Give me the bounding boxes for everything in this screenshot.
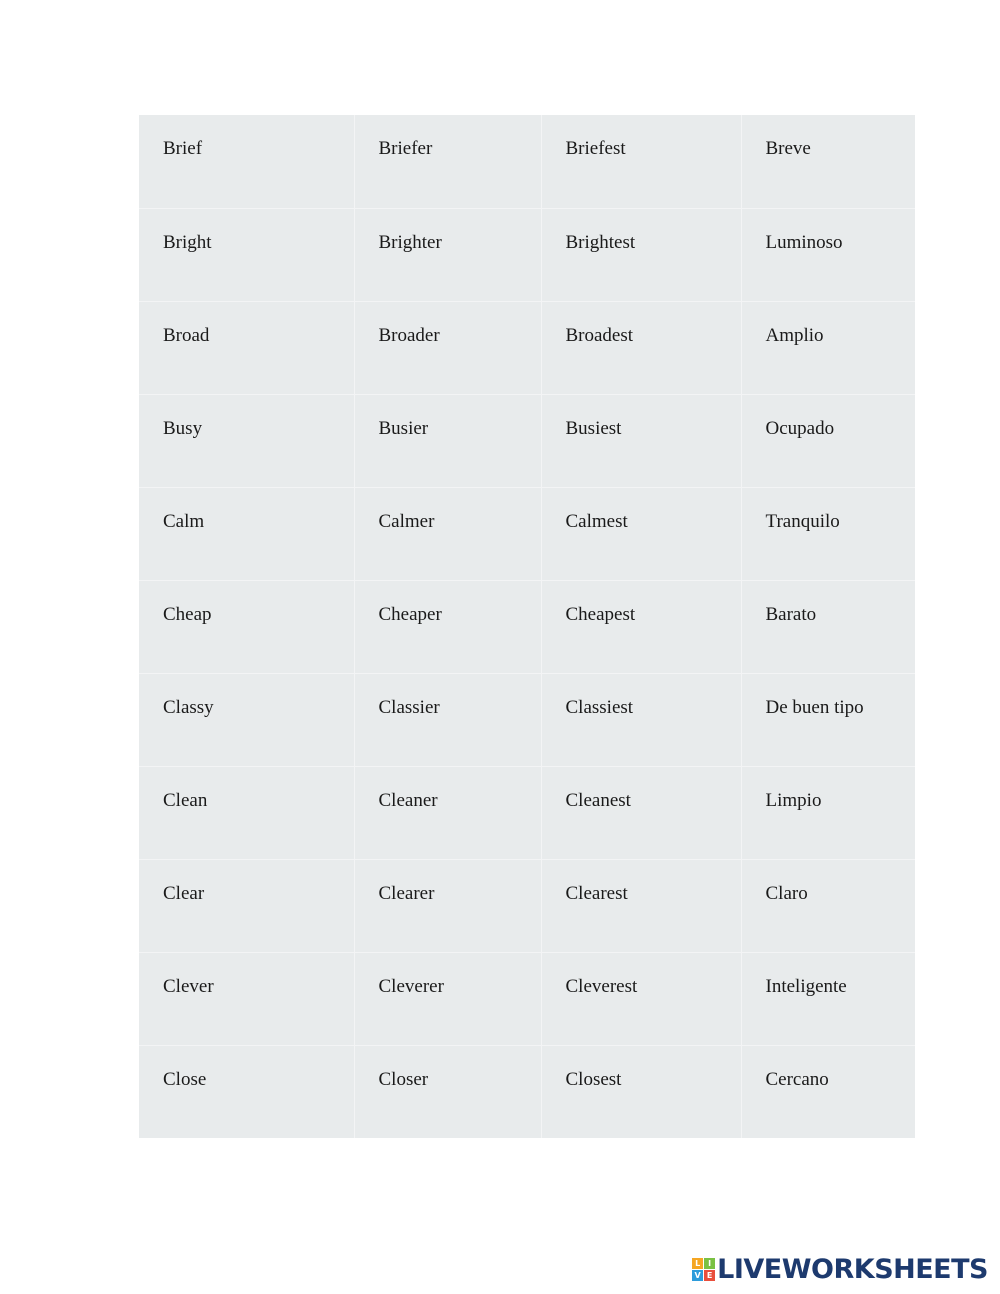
adjectives-table-body [139,115,915,1138]
table-cell-superlative [541,580,741,673]
logo-letter: I [704,1258,715,1269]
cell-text: Briefest [565,138,626,159]
cell-text: Cleverer [378,975,444,997]
cell-text: Claro [765,882,808,904]
liveworksheets-logo-icon [692,1258,715,1281]
cell-text: Brightest [565,231,636,253]
table-row [139,394,915,487]
cell-text: Ocupado [765,417,835,439]
cell-text: Clear [163,882,205,904]
table-cell-spanish [741,208,915,301]
cell-text: Closest [565,1068,622,1090]
table-cell-comparative [354,952,541,1045]
logo-letter: L [692,1258,703,1269]
cell-text: Limpio [765,789,822,811]
cell-text: Amplio [765,324,824,346]
table-row [139,301,915,394]
table-cell-base-form [139,766,354,859]
cell-text: Cleanest [565,789,631,811]
table-cell-spanish [741,952,915,1045]
table-cell-superlative [541,394,741,487]
cell-text: Classiest [565,696,634,718]
table-cell-comparative [354,115,541,208]
cell-text: Calmer [378,510,435,532]
cell-text: Cercano [765,1068,829,1090]
cell-text: Clearer [378,882,435,904]
table-cell-spanish [741,115,915,208]
cell-text: Broadest [565,324,634,346]
table-cell-comparative [354,580,541,673]
table-cell-spanish [741,394,915,487]
table-cell-base-form [139,1045,354,1138]
table-cell-base-form [139,115,354,208]
table-cell-spanish [741,580,915,673]
cell-text: Broader [378,324,440,346]
cell-text: Briefer [378,138,433,159]
cell-text: Clearest [565,882,628,904]
cell-text: Cheapest [565,603,636,625]
cell-text: Brighter [378,231,442,253]
table-cell-base-form [139,952,354,1045]
table-cell-comparative [354,301,541,394]
table-cell-superlative [541,301,741,394]
logo-letter: E [704,1270,715,1281]
table-cell-spanish [741,673,915,766]
cell-text: Busiest [565,417,622,439]
table-cell-comparative [354,487,541,580]
table-cell-base-form [139,394,354,487]
cell-text: Close [163,1068,207,1090]
table-row [139,208,915,301]
cell-text: Brief [163,138,203,159]
table-cell-base-form [139,208,354,301]
table-row [139,766,915,859]
cell-text: Classier [378,696,440,718]
table-cell-base-form [139,301,354,394]
table-cell-superlative [541,1045,741,1138]
table-cell-superlative [541,859,741,952]
table-cell-base-form [139,673,354,766]
cell-text: Cleverest [565,975,638,997]
table-row [139,115,915,208]
table-cell-spanish [741,1045,915,1138]
table-cell-spanish [741,766,915,859]
table-cell-base-form [139,487,354,580]
table-cell-base-form [139,859,354,952]
cell-text: Clean [163,789,208,811]
table-cell-spanish [741,301,915,394]
cell-text: Luminoso [765,231,843,253]
cell-text: Closer [378,1068,429,1090]
table-row [139,487,915,580]
table-cell-superlative [541,673,741,766]
table-cell-superlative [541,766,741,859]
table-cell-superlative [541,952,741,1045]
table-cell-comparative [354,1045,541,1138]
cell-text: Cheaper [378,603,442,625]
cell-text: Broad [163,324,210,346]
table-row [139,952,915,1045]
cell-text: Busy [163,417,203,439]
cell-text: Inteligente [765,975,847,997]
table-row [139,580,915,673]
table-cell-comparative [354,766,541,859]
table-cell-comparative [354,394,541,487]
cell-text: Tranquilo [765,510,840,532]
table-row [139,859,915,952]
table-cell-superlative [541,487,741,580]
logo-text: LIVEWORKSHEETS [717,1253,988,1285]
table-cell-base-form [139,580,354,673]
cell-text: De buen tipo [765,696,864,718]
table-cell-comparative [354,859,541,952]
table-cell-comparative [354,208,541,301]
cell-text: Cleaner [378,789,438,811]
table-cell-spanish [741,859,915,952]
cell-text: Barato [765,603,817,625]
cell-text: Breve [765,138,811,159]
cell-text: Calmest [565,510,628,532]
cell-text: Busier [378,417,429,439]
liveworksheets-logo [692,1254,988,1284]
table-cell-superlative [541,115,741,208]
table-row [139,673,915,766]
table-cell-spanish [741,487,915,580]
cell-text: Classy [163,696,214,718]
cell-text: Cheap [163,603,212,625]
logo-letter: V [692,1270,703,1281]
adjectives-table [139,115,915,1138]
cell-text: Clever [163,975,214,997]
table-cell-superlative [541,208,741,301]
cell-text: Bright [163,231,212,253]
cell-text: Calm [163,510,205,532]
table-cell-comparative [354,673,541,766]
table-row [139,1045,915,1138]
